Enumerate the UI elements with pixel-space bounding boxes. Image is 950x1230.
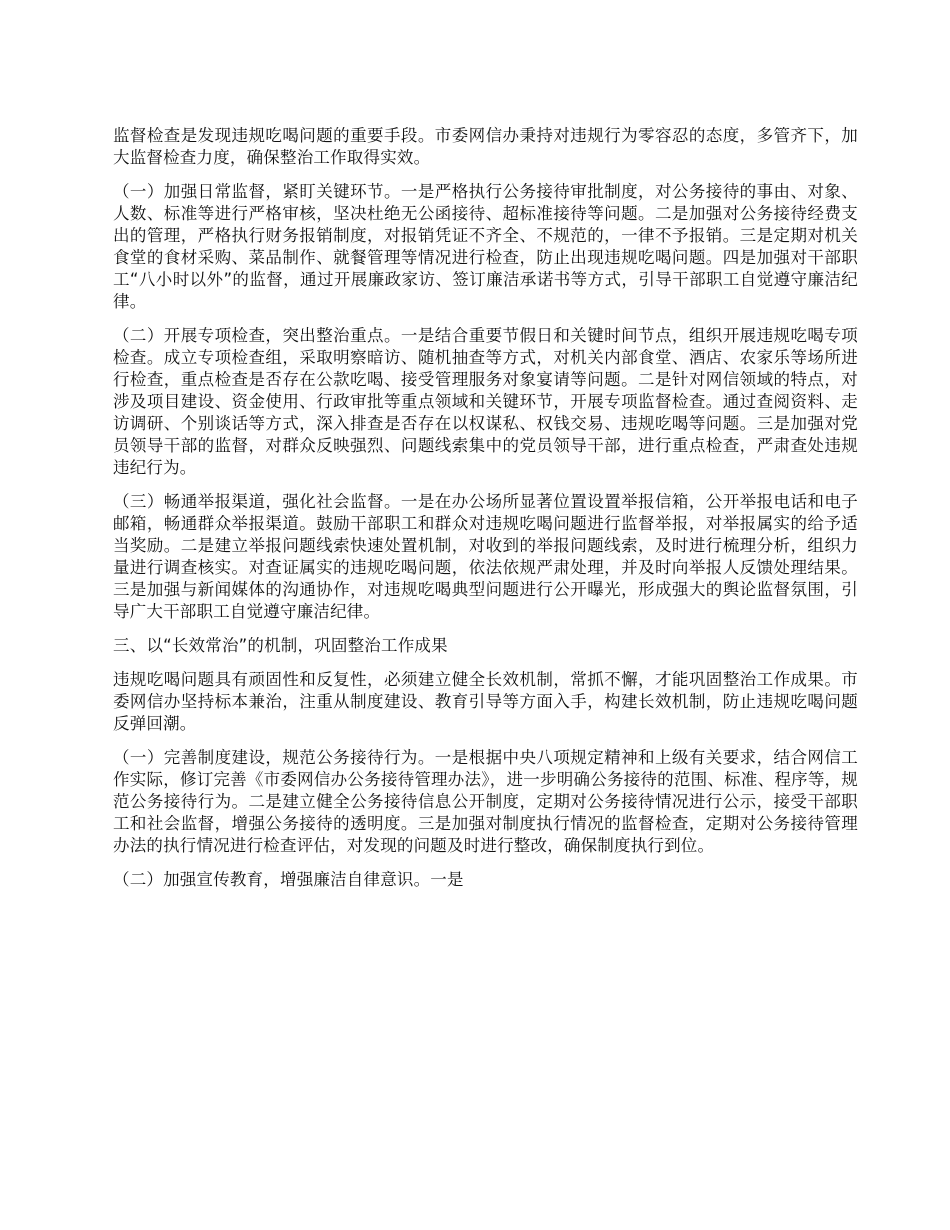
paragraph-daily-supervision: （一）加强日常监督，紧盯关键环节。一是严格执行公务接待审批制度，对公务接待的事由、对象、人数、标准等进行严格审核，坚决杜绝无公函接待、超标准接待等问题。二是加强对公务接待经费支出的管理，严格执行财务报销制度，对报销凭证不齐全、不规范的，一律不予报销。三是定期对机关食堂的食材采购、菜品制作、就餐管理等情况进行检查，防止出现违规吃喝问题。四是加强对干部职工“八小时以外”的监督，通过开展廉政家访、签订廉洁承诺书等方式，引导干部职工自觉遵守廉洁纪律。 xyxy=(113,182,858,311)
paragraph-special-inspection: （二）开展专项检查，突出整治重点。一是结合重要节假日和关键时间节点，组织开展违规吃喝专项检查。成立专项检查组，采取明察暗访、随机抽查等方式，对机关内部食堂、酒店、农家乐等场所进行检查，重点检查是否存在公款吃喝、接受管理服务对象宴请等问题。二是针对网信领域的特点，对涉及项目建设、资金使用、行政审批等重点领域和关键环节，开展专项监督检查。通过查阅资料、走访调研、个别谈话等方式，深入排查是否存在以权谋私、权钱交易、违规吃喝等问题。三是加强对党员领导干部的监督，对群众反映强烈、问题线索集中的党员领导干部，进行重点检查，严肃查处违规违纪行为。 xyxy=(113,326,858,477)
paragraph-education: （二）加强宣传教育，增强廉洁自律意识。一是 xyxy=(113,870,464,889)
paragraph-intro: 监督检查是发现违规吃喝问题的重要手段。市委网信办秉持对违规行为零容忍的态度，多管齐下，加大监督检查力度，确保整治工作取得实效。 xyxy=(113,126,858,167)
section-heading: 三、以“长效常治”的机制，巩固整治工作成果 xyxy=(113,636,448,655)
paragraph-system-building: （一）完善制度建设，规范公务接待行为。一是根据中央八项规定精神和上级有关要求，结合网信工作实际，修订完善《市委网信办公务接待管理办法》，进一步明确公务接待的范围、标准、程序等，规范公务接待行为。二是建立健全公务接待信息公开制度，定期对公务接待情况进行公示，接受干部职工和社会监督，增强公务接待的透明度。三是加强对制度执行情况的监督检查，定期对公务接待管理办法的执行情况进行检查评估，对发现的问题及时进行整改，确保制度执行到位。 xyxy=(113,748,858,855)
paragraph-report-channels: （三）畅通举报渠道，强化社会监督。一是在办公场所显著位置设置举报信箱，公开举报电话和电子邮箱，畅通群众举报渠道。鼓励干部职工和群众对违规吃喝问题进行监督举报，对举报属实的给予适当奖励。二是建立举报问题线索快速处置机制，对收到的举报问题线索，及时进行梳理分析，组织力量进行调查核实。对查证属实的违规吃喝问题，依法依规严肃处理，并及时向举报人反馈处理结果。三是加强与新闻媒体的沟通协作，对违规吃喝典型问题进行公开曝光，形成强大的舆论监督氛围，引导广大干部职工自觉遵守廉洁纪律。 xyxy=(113,492,858,621)
paragraph-long-term-mechanism: 违规吃喝问题具有顽固性和反复性，必须建立健全长效机制，常抓不懈，才能巩固整治工作成果。市委网信办坚持标本兼治，注重从制度建设、教育引导等方面入手，构建长效机制，防止违规吃喝问题反弹回潮。 xyxy=(113,670,858,733)
document-page xyxy=(113,125,858,903)
